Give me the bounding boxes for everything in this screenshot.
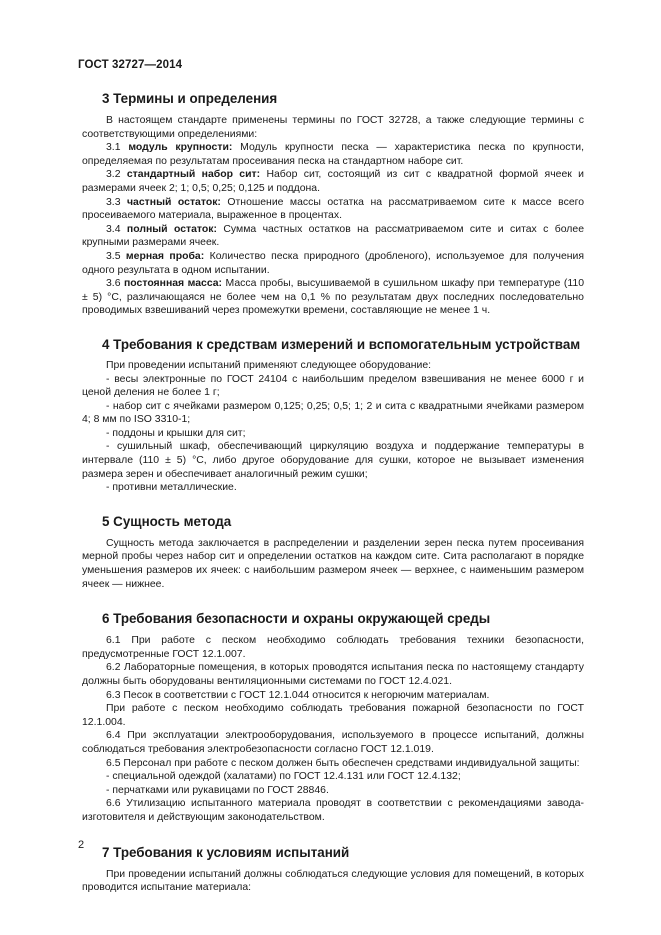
section-title: 5 Сущность метода [102, 513, 232, 529]
section-terms [82, 90, 584, 318]
section-equipment [82, 336, 584, 495]
list-item: - перчатками или рукавицами по ГОСТ 28846. [106, 784, 329, 796]
definition-text: Отношение массы остатка на рассматриваемом сите к массе всего просеиваемого материала, выраженное в процентах. [82, 196, 584, 222]
list-item: - сушильный шкаф, обеспечивающий циркуляцию воздуха и поддержание температуры в интервале (110 ± 5) °С, либо другое оборудование для сушки, которое не вызывает изменения размера зерен и обеспечивает аналогичный режим сушки; [82, 441, 584, 480]
defined-term: мерная проба: [125, 250, 205, 262]
definition-3-2 [82, 168, 584, 195]
section-title: 6 Требования безопасности и охраны окружающей среды [102, 611, 491, 627]
defined-term: постоянная масса: [124, 278, 223, 290]
section-title: 4 Требования к средствам измерений и вспомогательным устройствам [102, 336, 581, 352]
section-method [82, 513, 584, 591]
section-test-conditions [82, 844, 584, 895]
paragraph: 6.6 Утилизацию испытанного материала проводят в соответствии с рекомендациями завода-изготовителя и действующим законодательством. [82, 798, 584, 823]
clause-number: 3.2 [106, 169, 127, 181]
paragraph: 6.1 При работе с песком необходимо соблюдать требования техники безопасности, предусмотренные ГОСТ 12.1.007. [82, 635, 584, 660]
paragraph: При проведении испытаний применяют следующее оборудование: [106, 359, 432, 371]
paragraph: При работе с песком необходимо соблюдать требования пожарной безопасности по ГОСТ 12.1.004. [82, 703, 584, 728]
definition-3-5 [82, 250, 584, 277]
section-safety [82, 610, 584, 824]
paragraph [82, 114, 584, 141]
defined-term: частный остаток: [127, 196, 221, 208]
paragraph: 6.2 Лабораторные помещения, в которых проводятся испытания песка по настоящему стандарту должны быть оборудованы вентиляционными системами по ГОСТ 12.4.021. [82, 662, 584, 687]
definition-text: Набор сит, состоящий из сит с квадратной формой ячеек и размерами ячеек 2; 1; 0,5; 0,25; 0,125 и поддона. [82, 169, 584, 194]
paragraph-text: В настоящем стандарте применены термины по ГОСТ 32728, а также следующие термины с соответствующими определениями: [82, 115, 584, 140]
definition-3-3 [82, 196, 584, 223]
defined-term: стандартный набор сит: [126, 169, 261, 181]
paragraph: 6.4 При эксплуатации электрооборудования, используемого в процессе испытаний, должны соблюдаться требования электробезопасности согласно ГОСТ 12.1.019. [82, 730, 584, 755]
definition-3-6 [82, 277, 584, 318]
clause-number: 3.6 [106, 278, 124, 290]
defined-term: полный остаток: [126, 223, 217, 235]
definition-3-4 [82, 223, 584, 250]
definition-3-1 [82, 141, 584, 168]
clause-number: 3.4 [106, 223, 127, 235]
list-item: - поддоны и крышки для сит; [106, 427, 246, 439]
document-code-header: ГОСТ 32727—2014 [78, 59, 183, 71]
page-number: 2 [78, 839, 85, 851]
paragraph: Сущность метода заключается в распределении и разделении зерен песка путем просеивания мерной пробы через набор сит и определении остатков на каждом сите. Сита располагают в порядке уменьшения размеров их ячеек: с наибольшим размером ячеек — верхнее, с наименьшим размером ячеек — нижнее. [82, 537, 584, 590]
clause-number: 3.3 [106, 196, 127, 208]
paragraph: 6.5 Персонал при работе с песком должен быть обеспечен средствами индивидуальной защиты: [106, 757, 580, 769]
clause-number: 3.1 [106, 142, 129, 154]
list-item: - набор сит с ячейками размером 0,125; 0,25; 0,5; 1; 2 и сита с квадратными ячейками размером 4; 8 мм по ISO 3310-1; [82, 400, 584, 426]
definition-text: Масса пробы, высушиваемой в сушильном шкафу при температуре (110 ± 5) °С, различающаяся не более чем на 0,1 % по результатам двух последних последовательно проводимых взвешиваний через промежутки времени, составляющие не менее 1 ч. [82, 278, 584, 317]
paragraph: При проведении испытаний должны соблюдаться следующие условия для помещений, в которых проводится испытание материала: [82, 868, 584, 894]
list-item: - противни металлические. [106, 482, 237, 494]
paragraph: 6.3 Песок в соответствии с ГОСТ 12.1.044 относится к негорючим материалам. [106, 689, 490, 701]
list-item: - специальной одеждой (халатами) по ГОСТ 12.4.131 или ГОСТ 12.4.132; [106, 771, 461, 783]
section-title: 3 Термины и определения [102, 91, 278, 106]
section-title: 7 Требования к условиям испытаний [102, 844, 350, 860]
definition-text: Количество песка природного (дробленого), используемое для получения одного результата в одном испытании. [82, 250, 584, 276]
definition-text: Сумма частных остатков на рассматриваемом сите и ситах с более крупными размерами ячеек. [82, 223, 584, 249]
clause-number: 3.5 [106, 250, 126, 262]
definition-text: Модуль крупности песка — характеристика песка по крупности, определяемая по результатам просеивания песка на стандартном наборе сит. [82, 142, 584, 167]
list-item: - весы электронные по ГОСТ 24104 с наибольшим пределом взвешивания не менее 6000 г и ценой деления не более 1 г; [82, 373, 584, 399]
document-body [82, 90, 584, 895]
defined-term: модуль крупности: [128, 142, 233, 154]
